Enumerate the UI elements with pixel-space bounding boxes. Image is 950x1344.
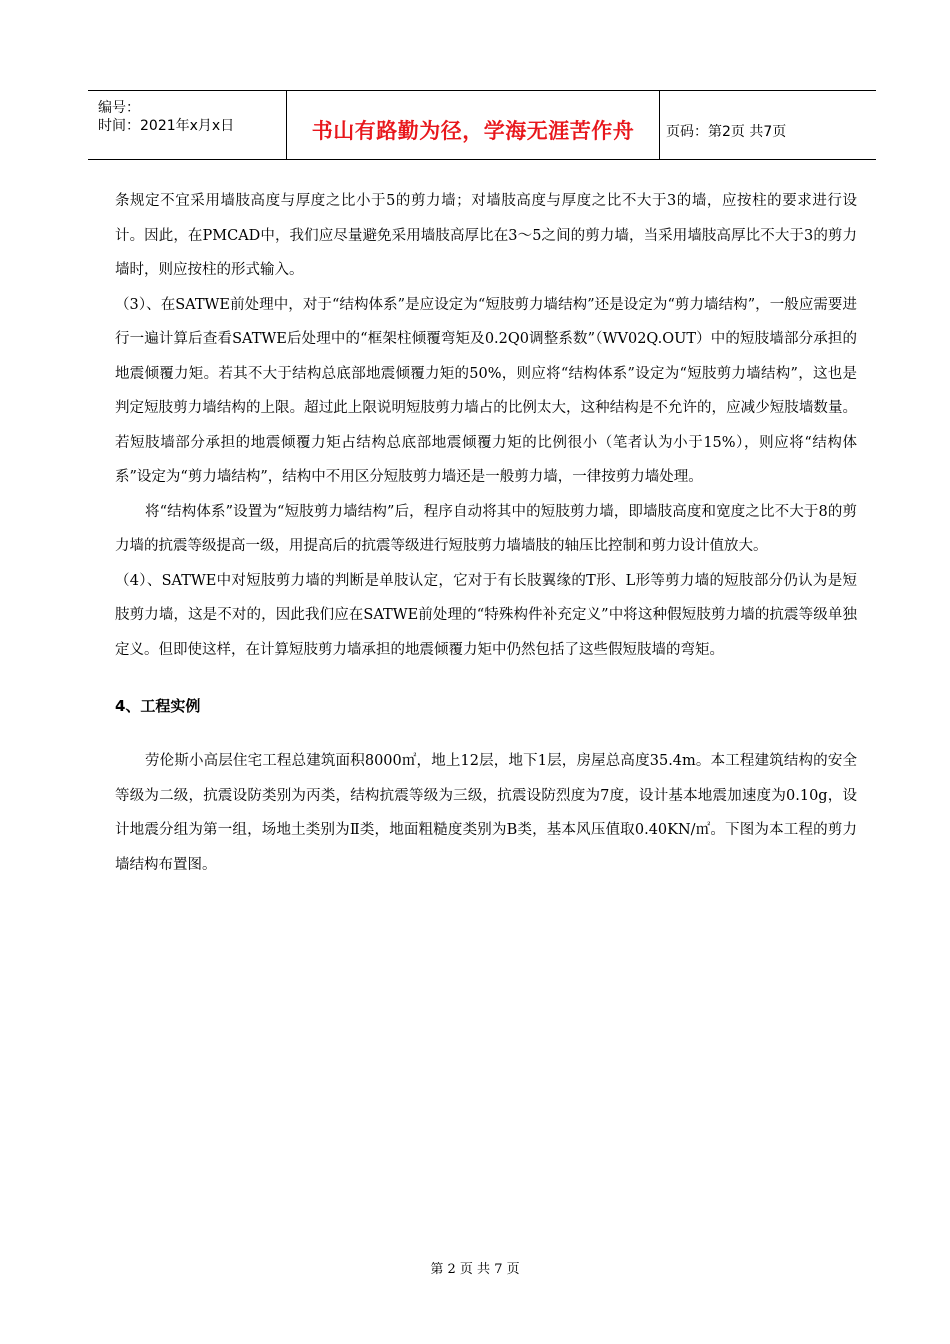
paragraph-4: （4）、SATWE中对短肢剪力墙的判断是单肢认定，它对于有长肢翼缘的T形、L形等剪力墙的短肢部分仍认为是短肢剪力墙，这是不对的，因此我们应在SATWE前处理的“特殊构件补充定义”中将这种假短肢剪力墙的抗震等级单独定义。但即使这样，在计算短肢剪力墙承担的地震倾覆力矩中仍然包括了这些假短肢墙的弯矩。: [115, 572, 857, 658]
time-label: 时间：2021年x月x日: [98, 118, 235, 134]
paragraph-1: 条规定不宜采用墙肢高度与厚度之比小于5的剪力墙；对墙肢高度与厚度之比不大于3的墙，应按柱的要求进行设计。因此，在PMCAD中，我们应尽量避免采用墙肢高厚比在3～5之间的剪力墙，当采用墙肢高厚比不大于3的剪力墙时，则应按柱的形式输入。: [115, 193, 857, 278]
header-meta: [88, 91, 287, 159]
section-heading: 4、工程实例: [115, 697, 201, 715]
document-header: [88, 90, 876, 160]
header-page-cell: [660, 91, 876, 165]
header-motto: 书山有路勤为径，学海无涯苦作舟: [311, 119, 635, 143]
number-label: 编号：: [98, 100, 140, 116]
header-motto-cell: [287, 91, 660, 159]
header-page-label: 页码：第2页 共7页: [666, 124, 787, 140]
paragraph-5: 劳伦斯小高层住宅工程总建筑面积8000㎡，地上12层，地下1层，房屋总高度35.4m。本工程建筑结构的安全等级为二级，抗震设防类别为丙类，结构抗震等级为三级，抗震设防烈度为7度，设计基本地震加速度为0.10g，设计地震分组为第一组，场地土类别为Ⅱ类，地面粗糙度类别为B类，基本风压值取0.40KN/㎡。下图为本工程的剪力墙结构布置图。: [115, 753, 857, 873]
paragraph-2: （3）、在SATWE前处理中，对于“结构体系”是应设定为“短肢剪力墙结构”还是设定为“剪力墙结构”，一般应需要进行一遍计算后查看SATWE后处理中的“框架柱倾覆弯矩及0.2Q0调整系数”（WV02Q.OUT）中的短肢墙部分承担的地震倾覆力矩。若其不大于结构总底部地震倾覆力矩的50%，则应将“结构体系”设定为“短肢剪力墙结构”，这也是判定短肢剪力墙结构的上限。超过此上限说明短肢剪力墙占的比例太大，这种结构是不允许的，应减少短肢墙数量。若短肢墙部分承担的地震倾覆力矩占结构总底部地震倾覆力矩的比例很小（笔者认为小于15%），则应将“结构体系”设定为“剪力墙结构”，结构中不用区分短肢剪力墙还是一般剪力墙，一律按剪力墙处理。: [115, 296, 857, 485]
page-footer: 第 2 页 共 7 页: [430, 1262, 520, 1277]
paragraph-3: 将“结构体系”设置为“短肢剪力墙结构”后，程序自动将其中的短肢剪力墙，即墙肢高度和宽度之比不大于8的剪力墙的抗震等级提高一级，用提高后的抗震等级进行短肢剪力墙墙肢的轴压比控制和剪力设计值放大。: [115, 503, 857, 554]
document-body: [115, 184, 857, 882]
